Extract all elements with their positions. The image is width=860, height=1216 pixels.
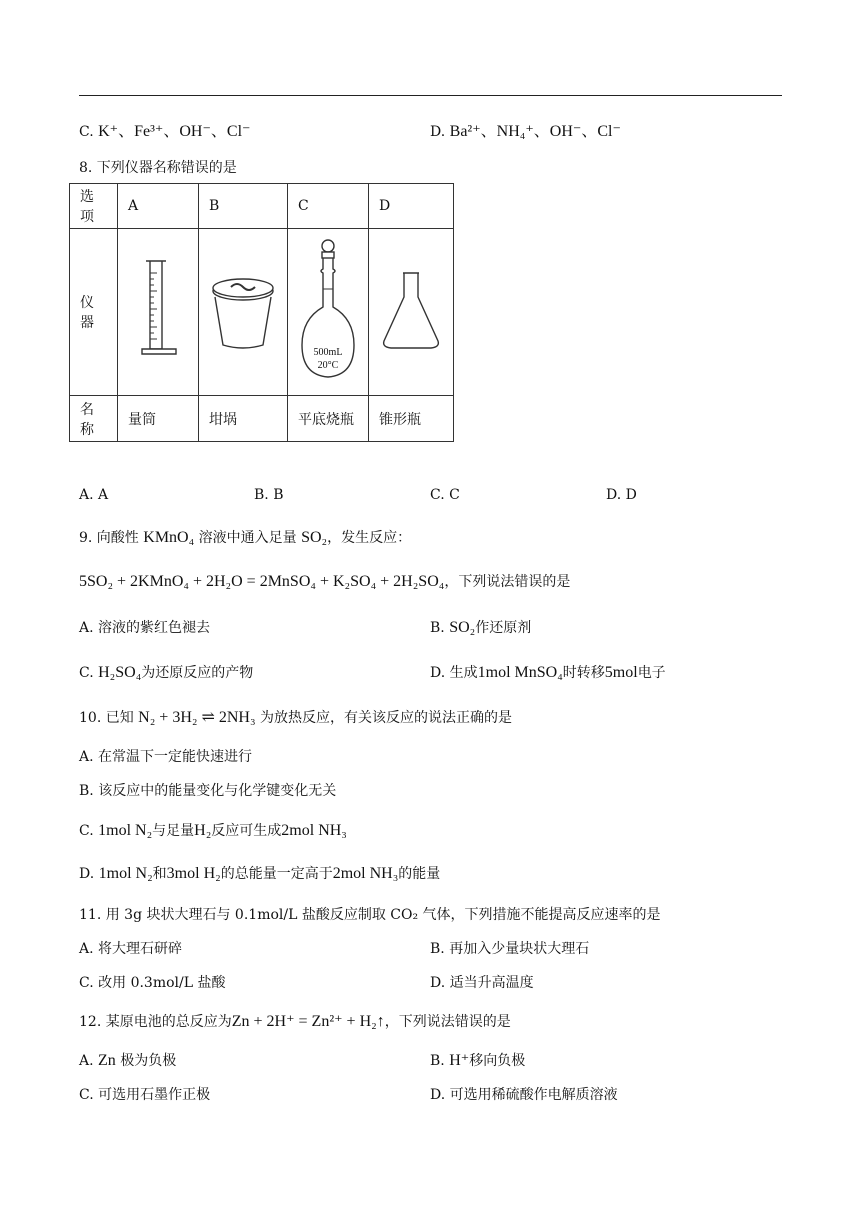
q9-option-a: A. 溶液的紫红色褪去 bbox=[79, 620, 211, 636]
option-label: C. bbox=[79, 124, 94, 140]
q8-stem: 8. 下列仪器名称错误的是 bbox=[79, 160, 237, 176]
formula: 1mol N₂ bbox=[98, 865, 153, 882]
row-label: 仪器 bbox=[70, 229, 118, 396]
option-text: 移向负极 bbox=[469, 1053, 526, 1069]
table-header-row bbox=[70, 184, 454, 229]
volumetric-flask-icon bbox=[298, 237, 358, 387]
option-label: B. bbox=[430, 1053, 445, 1069]
option-text: 为还原反应的产物 bbox=[141, 665, 254, 681]
q10-option-c bbox=[79, 820, 347, 840]
q8-option-d: D. D bbox=[606, 487, 637, 503]
name-cell: 坩埚 bbox=[199, 396, 288, 442]
header-cell: D bbox=[369, 184, 454, 229]
option-text: 与足量 bbox=[152, 823, 195, 839]
crucible-icon bbox=[209, 267, 277, 357]
formula: H⁺ bbox=[449, 1052, 470, 1069]
chemical-equation: N₂ + 3H₂ ⇌ 2NH₃ bbox=[138, 709, 256, 726]
stem-text: ，下列说法错误的是 bbox=[384, 1014, 511, 1030]
q12-stem bbox=[79, 1011, 511, 1031]
stem-text: ，下列说法错误的是 bbox=[444, 574, 571, 590]
name-cell: 锥形瓶 bbox=[369, 396, 454, 442]
q10-option-a: A. 在常温下一定能快速进行 bbox=[79, 749, 253, 765]
formula: 1mol N₂ bbox=[98, 822, 153, 839]
stem-text: 为放热反应，有关该反应的说法正确的是 bbox=[260, 710, 513, 726]
formula: 2mol NH₃ bbox=[332, 865, 399, 882]
q12-option-a bbox=[79, 1050, 176, 1070]
option-text: 和 bbox=[152, 866, 167, 882]
instrument-cell-a bbox=[118, 229, 199, 396]
q9-equation bbox=[79, 571, 570, 591]
q9-option-b bbox=[430, 617, 531, 637]
option-text: 时转移 bbox=[562, 665, 605, 681]
stem-text: ，发生反应： bbox=[327, 530, 412, 546]
option-label: D. 生成 bbox=[430, 665, 478, 681]
formula: SO₂ bbox=[301, 529, 328, 546]
ion-list: K⁺、Fe³⁺、OH⁻、Cl⁻ bbox=[98, 123, 251, 140]
header-cell: A bbox=[118, 184, 199, 229]
option-label: A. bbox=[79, 1053, 94, 1069]
q8-option-c: C. C bbox=[430, 487, 460, 503]
option-label: D. bbox=[430, 124, 446, 140]
formula: Zn bbox=[98, 1052, 116, 1069]
q7-option-c bbox=[79, 118, 251, 141]
q12-option-d: D. 可选用稀硫酸作电解质溶液 bbox=[430, 1087, 618, 1103]
stem-text: 溶液中通入足量 bbox=[198, 530, 297, 546]
formula: H₂ bbox=[194, 822, 212, 839]
option-label: B. bbox=[430, 620, 445, 636]
option-text: 反应可生成 bbox=[211, 823, 282, 839]
option-label: D. bbox=[79, 866, 95, 882]
header-cell: 选项 bbox=[70, 184, 118, 229]
formula: KMnO₄ bbox=[143, 529, 195, 546]
instrument-cell-c bbox=[288, 229, 369, 396]
q8-option-b: B. B bbox=[254, 487, 284, 503]
formula: 5mol bbox=[604, 664, 638, 681]
option-text: 的能量 bbox=[398, 866, 441, 882]
table-name-row bbox=[70, 396, 454, 442]
instrument-cell-b bbox=[199, 229, 288, 396]
formula: SO₂ bbox=[449, 619, 476, 636]
table-instrument-row bbox=[70, 229, 454, 396]
chemical-equation: 5SO₂ + 2KMnO₄ + 2H₂O = 2MnSO₄ + K₂SO₄ + 2H₂SO₄ bbox=[79, 573, 445, 590]
q10-stem bbox=[79, 707, 512, 727]
formula: 3mol H₂ bbox=[166, 865, 221, 882]
top-rule bbox=[79, 95, 782, 96]
option-text: 的总能量一定高于 bbox=[220, 866, 333, 882]
option-text: 电子 bbox=[637, 665, 666, 681]
stem-text: 9. 向酸性 bbox=[79, 530, 139, 546]
option-text: 极为负极 bbox=[120, 1053, 177, 1069]
q10-option-b: B. 该反应中的能量变化与化学键变化无关 bbox=[79, 783, 337, 799]
q10-option-d bbox=[79, 863, 440, 883]
header-cell: C bbox=[288, 184, 369, 229]
q7-option-d bbox=[430, 118, 621, 141]
q11-option-d: D. 适当升高温度 bbox=[430, 975, 534, 991]
q11-option-b: B. 再加入少量块状大理石 bbox=[430, 941, 590, 957]
instrument-table bbox=[69, 183, 454, 442]
row-label: 名称 bbox=[70, 396, 118, 442]
instrument-cell-d bbox=[369, 229, 454, 396]
flask-volume-label: 500mL bbox=[313, 347, 343, 358]
flask-temperature-label: 20°C bbox=[317, 360, 339, 371]
q11-stem: 11. 用 3g 块状大理石与 0.1mol/L 盐酸反应制取 CO₂ 气体，下列措施不能提高反应速率的是 bbox=[79, 907, 661, 923]
q12-option-b bbox=[430, 1050, 525, 1070]
formula: 1mol MnSO₄ bbox=[477, 664, 563, 681]
ion-list: Ba²⁺、NH₄⁺、OH⁻、Cl⁻ bbox=[449, 123, 621, 140]
conical-flask-icon bbox=[379, 269, 443, 355]
q9-option-d bbox=[430, 662, 666, 682]
formula: H₂SO₄ bbox=[98, 664, 142, 681]
q11-option-c: C. 改用 0.3mol/L 盐酸 bbox=[79, 975, 226, 991]
header-cell: B bbox=[199, 184, 288, 229]
q12-option-c: C. 可选用石墨作正极 bbox=[79, 1087, 211, 1103]
name-cell: 平底烧瓶 bbox=[288, 396, 369, 442]
q9-option-c bbox=[79, 662, 253, 682]
option-label: C. bbox=[79, 665, 94, 681]
stem-text: 12. 某原电池的总反应为 bbox=[79, 1014, 232, 1030]
name-cell: 量筒 bbox=[118, 396, 199, 442]
q9-stem bbox=[79, 527, 411, 547]
option-label: C. bbox=[79, 823, 94, 839]
chemical-equation: Zn + 2H⁺ = Zn²⁺ + H₂↑ bbox=[231, 1013, 385, 1030]
formula: 2mol NH₃ bbox=[281, 822, 347, 839]
stem-text: 10. 已知 bbox=[79, 710, 134, 726]
graduated-cylinder-icon bbox=[128, 257, 188, 367]
q11-option-a: A. 将大理石研碎 bbox=[79, 941, 183, 957]
option-text: 作还原剂 bbox=[475, 620, 532, 636]
q8-option-a: A. A bbox=[79, 487, 109, 503]
